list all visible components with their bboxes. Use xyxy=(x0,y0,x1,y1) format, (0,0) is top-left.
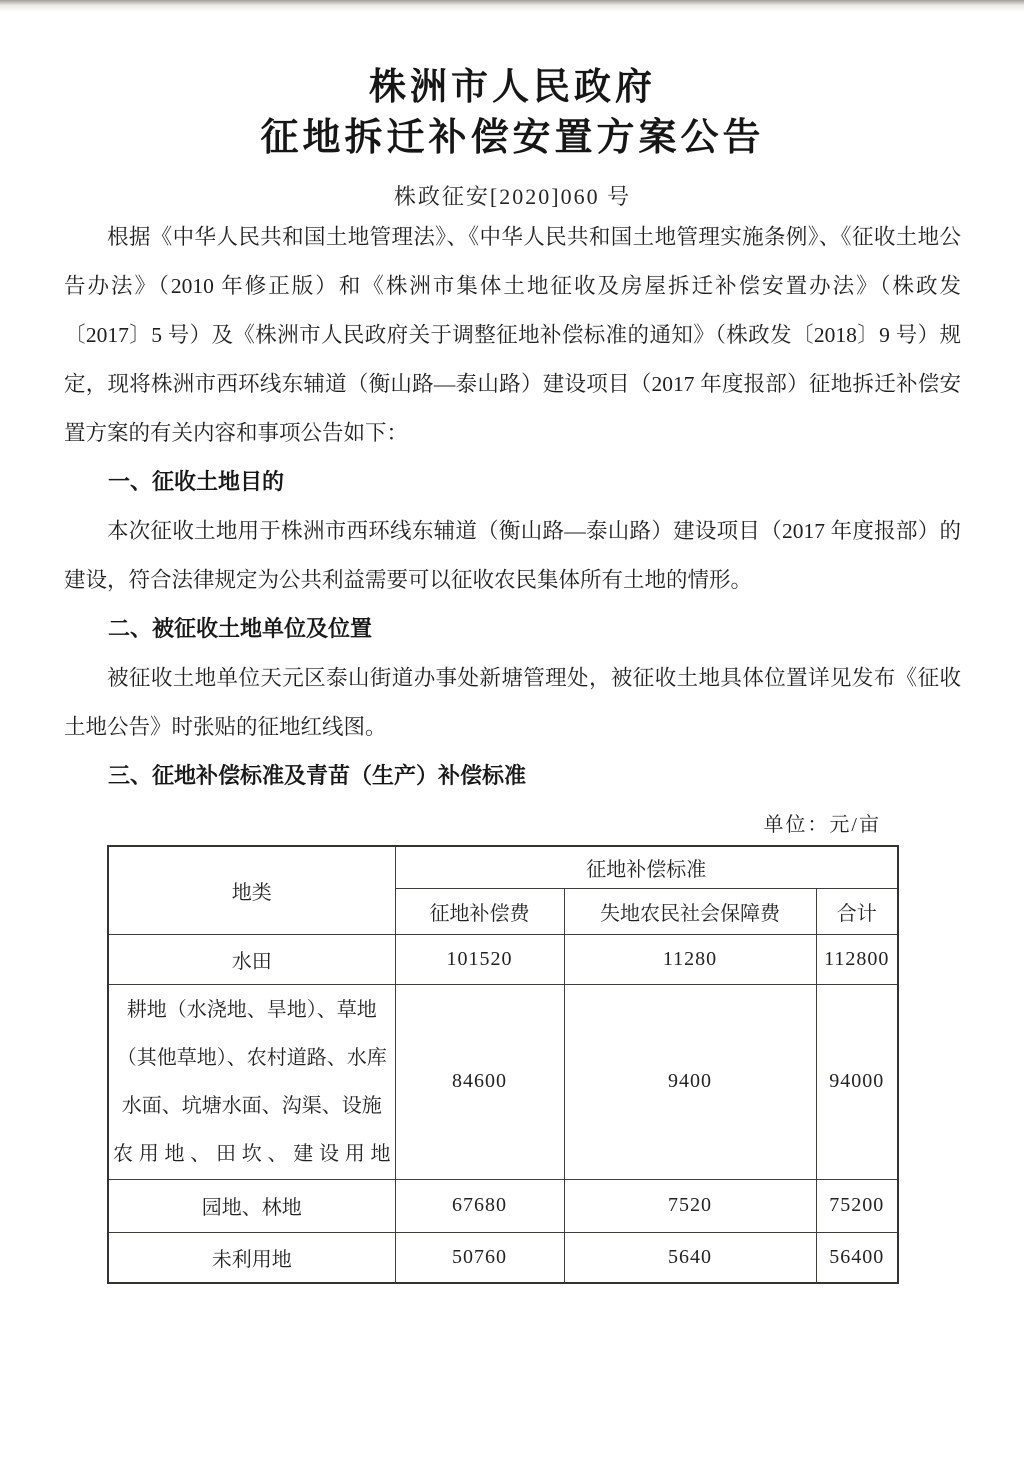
section-2-paragraph: 被征收土地单位天元区泰山街道办事处新塘管理处，被征收土地具体位置详见发布《征收土地公告》时张贴的征地红线图。 xyxy=(64,666,961,739)
table-row xyxy=(108,1232,898,1283)
section-2-heading: 二、被征收土地单位及位置 xyxy=(108,617,373,642)
col-header-social-security-fee: 失地农民社会保障费 xyxy=(564,888,816,934)
cell-category: 水田 xyxy=(108,934,395,984)
compensation-standards-table xyxy=(107,845,899,1284)
cell-social-security-fee: 7520 xyxy=(564,1179,816,1232)
col-header-land-category: 地类 xyxy=(108,846,395,934)
cell-category: 耕地（水浇地、旱地）、草地（其他草地）、农村道路、水库水面、坑塘水面、沟渠、设施农用地、田坎、建设用地 xyxy=(108,984,395,1179)
cell-total: 75200 xyxy=(816,1179,898,1232)
document-title-line1: 株洲市人民政府 xyxy=(369,65,656,108)
cell-social-security-fee: 5640 xyxy=(564,1232,816,1283)
table-row xyxy=(108,934,898,984)
document-number: 株政征安[2020]060 号 xyxy=(393,184,632,209)
intro-paragraph: 根据《中华人民共和国土地管理法》、《中华人民共和国土地管理实施条例》、《征收土地公告办法》（2010 年修正版）和《株洲市集体土地征收及房屋拆迁补偿安置办法》（株政发〔2017〕5 号）及《株洲市人民政府关于调整征地补偿标准的通知》（株政发〔2018〕9 号）规定，现将株洲市西环线东辅道（衡山路—泰山路）建设项目（2017 年度报部）征地拆迁补偿安置方案的有关内容和事项公告如下： xyxy=(64,225,961,445)
cell-category: 园地、林地 xyxy=(108,1179,395,1232)
table-unit-label: 单位：元/亩 xyxy=(763,814,881,836)
cell-compensation-fee: 101520 xyxy=(395,934,564,984)
col-header-total: 合计 xyxy=(816,888,898,934)
col-header-compensation-group: 征地补偿标准 xyxy=(395,846,898,888)
table-row xyxy=(108,984,898,1179)
cell-social-security-fee: 9400 xyxy=(564,984,816,1179)
scan-artifact-top-edge xyxy=(0,0,1024,12)
section-1-heading: 一、征收土地目的 xyxy=(108,470,285,495)
cell-category: 未利用地 xyxy=(108,1232,395,1283)
cell-total: 56400 xyxy=(816,1232,898,1283)
section-3-heading: 三、征地补偿标准及青苗（生产）补偿标准 xyxy=(108,764,527,789)
cell-compensation-fee: 50760 xyxy=(395,1232,564,1283)
cell-total: 112800 xyxy=(816,934,898,984)
cell-total: 94000 xyxy=(816,984,898,1179)
compensation-table-area xyxy=(107,810,897,1284)
cell-compensation-fee: 84600 xyxy=(395,984,564,1179)
cell-social-security-fee: 11280 xyxy=(564,934,816,984)
document-title-line2: 征地拆迁补偿安置方案公告 xyxy=(260,115,765,159)
cell-compensation-fee: 67680 xyxy=(395,1179,564,1232)
table-header-row-1 xyxy=(108,846,898,888)
table-row xyxy=(108,1179,898,1232)
section-1-paragraph: 本次征收土地用于株洲市西环线东辅道（衡山路—泰山路）建设项目（2017 年度报部）的建设，符合法律规定为公共利益需要可以征收农民集体所有土地的情形。 xyxy=(64,519,961,592)
col-header-land-compensation-fee: 征地补偿费 xyxy=(395,888,564,934)
